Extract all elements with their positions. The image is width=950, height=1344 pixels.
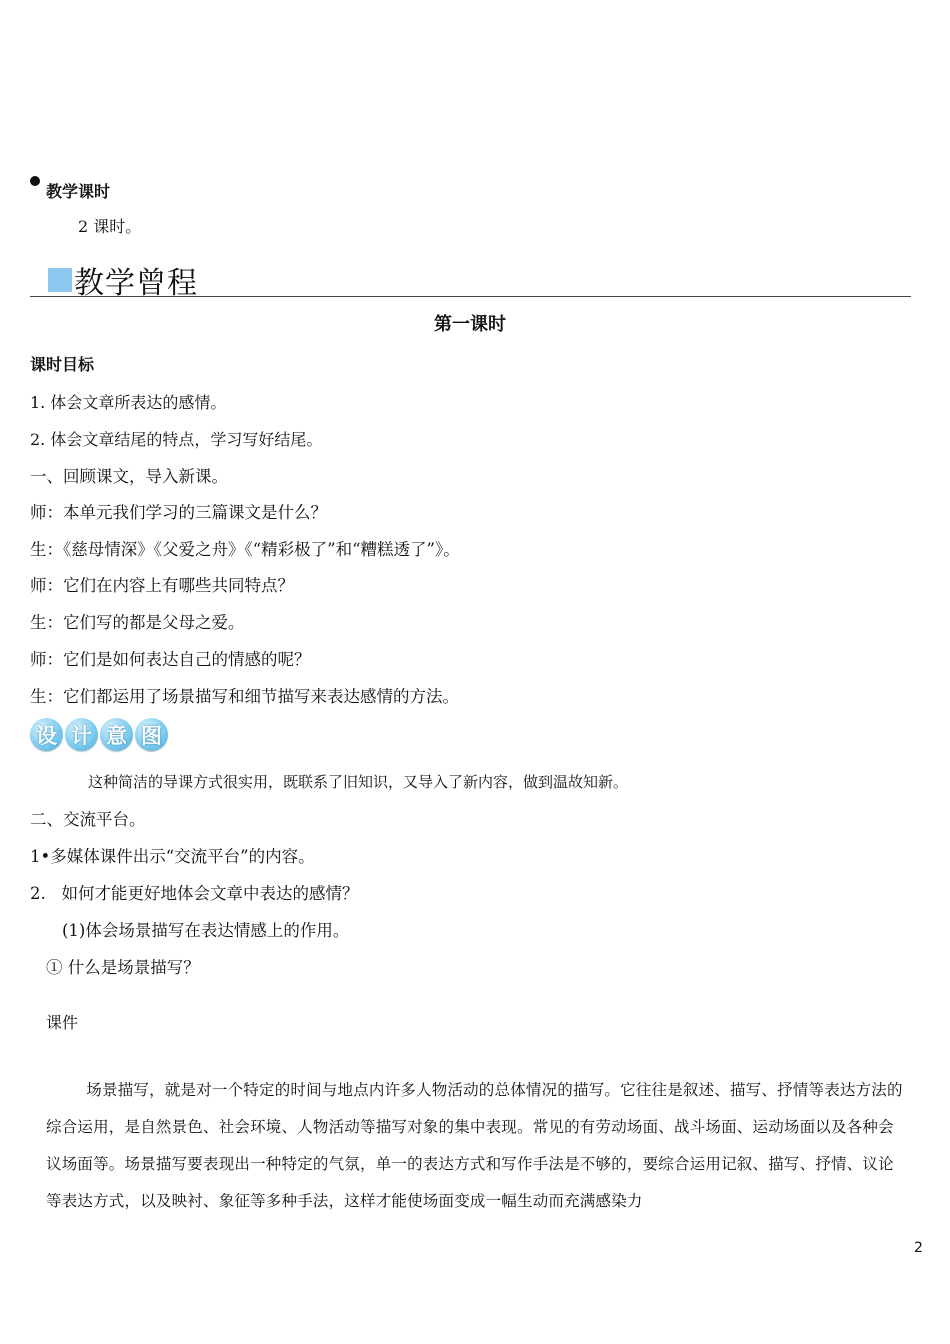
section-divider — [30, 296, 911, 297]
goal-item: 1. 体会文章所表达的感情。 — [30, 393, 227, 412]
lesson-line: 生：《慈母情深》《父爱之舟》《“精彩极了”和“糟糕透了”》。 — [30, 540, 460, 559]
badge-char: 意 — [100, 718, 133, 751]
bullet-dot — [30, 176, 40, 186]
part2-line: (1)体会场景描写在表达情感上的作用。 — [62, 921, 350, 940]
teaching-hours-value: 2 课时。 — [78, 217, 142, 236]
lesson-line: 生：它们写的都是父母之爱。 — [30, 613, 245, 632]
lesson-line: 师：它们是如何表达自己的情感的呢？ — [30, 650, 311, 669]
design-intent-badge — [30, 718, 170, 751]
badge-char: 计 — [65, 718, 98, 751]
part2-line: 2. 如何才能更好地体会文章中表达的感情？ — [30, 884, 359, 903]
goals-heading: 课时目标 — [30, 355, 95, 374]
section-title: 教学曾程 — [74, 266, 198, 301]
lesson-line: 师：本单元我们学习的三篇课文是什么？ — [30, 503, 327, 522]
badge-char: 设 — [30, 718, 63, 751]
design-note: 这种简洁的导课方式很实用，既联系了旧知识，又导入了新内容，做到温故知新。 — [88, 773, 629, 791]
part2-line: 1•多媒体课件出示“交流平台”的内容。 — [30, 847, 315, 866]
lesson-title: 第一课时 — [434, 314, 506, 335]
badge-char: 图 — [135, 718, 168, 751]
lesson-line: 师：它们在内容上有哪些共同特点？ — [30, 576, 294, 595]
page-number: 2 — [914, 1240, 923, 1256]
lesson-line: 生：它们都运用了场景描写和细节描写来表达感情的方法。 — [30, 687, 459, 706]
teaching-hours-heading: 教学课时 — [46, 182, 111, 201]
goal-item: 2. 体会文章结尾的特点，学习写好结尾。 — [30, 430, 323, 449]
lesson-line: 一、回顾课文，导入新课。 — [30, 467, 228, 486]
section-marker — [48, 268, 72, 292]
part2-line: ① 什么是场景描写？ — [46, 958, 200, 977]
part2-line: 二、交流平台。 — [30, 810, 146, 829]
courseware-paragraph: 场景描写，就是对一个特定的时间与地点内许多人物活动的总体情况的描写。它往往是叙述、描写、抒情等表达方法的综合运用，是自然景色、社会环境、人物活动等描写对象的集中表现。常见的有劳动场面、战斗场面、运动场面以及各种会议场面等。场景描写要表现出一种特定的气氛，单一的表达方式和写作手法是不够的，要综合运用记叙、描写、抒情、议论等表达方式，以及映衬、象征等多种手法，这样才能使场面变成一幅生动而充满感染力 — [46, 1081, 903, 1210]
courseware-label: 课件 — [46, 1013, 79, 1032]
